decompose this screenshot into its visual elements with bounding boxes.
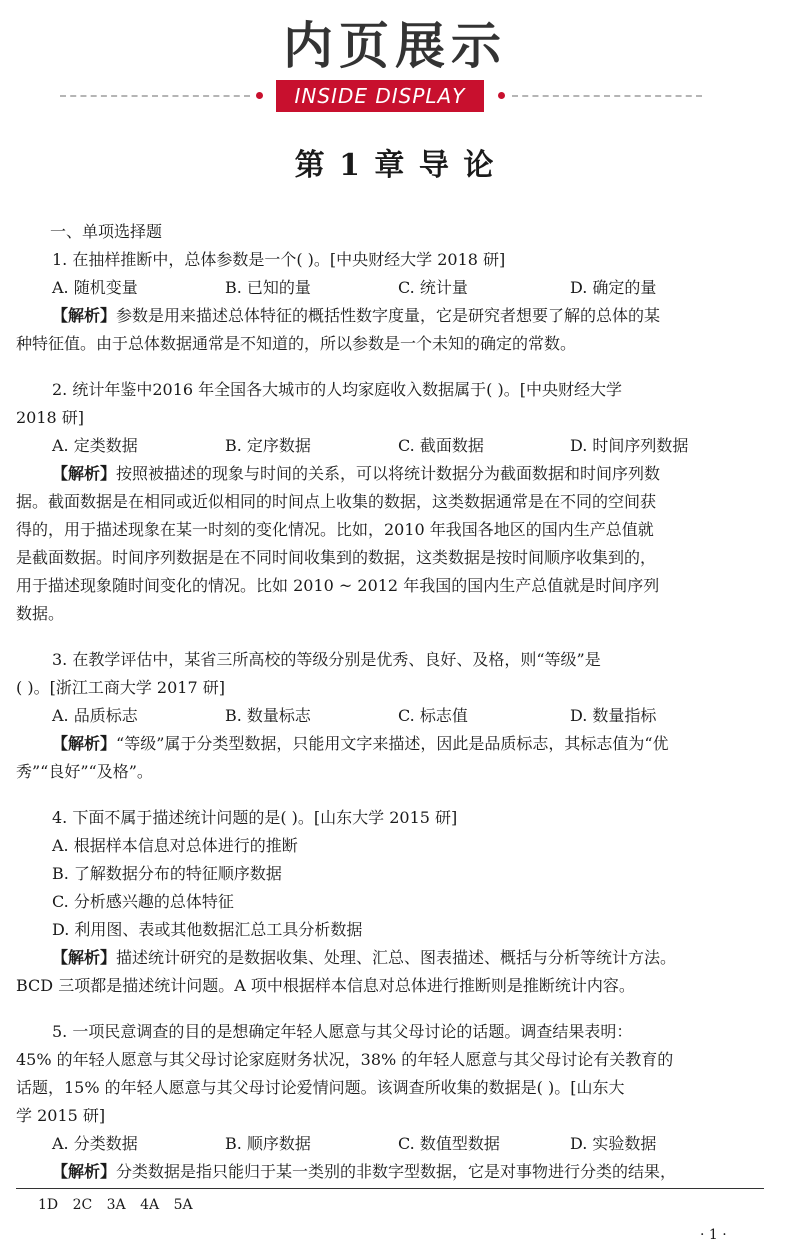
option-c: C. 分析感兴趣的总体特征: [52, 892, 234, 911]
banner-subtitle: INSIDE DISPLAY: [276, 80, 484, 112]
question-1: [16, 246, 764, 358]
option-a: A. 分类数据: [52, 1134, 138, 1153]
footer-divider: [16, 1188, 764, 1189]
option-c: C. 截面数据: [398, 436, 484, 455]
analysis-line: 【解析】参数是用来描述总体特征的概括性数字度量，它是研究者想要了解的总体的某: [52, 306, 661, 325]
question-stem: 1. 在抽样推断中，总体参数是一个( )。[中央财经大学 2018 研]: [52, 250, 506, 269]
section-heading: 一、单项选择题: [50, 222, 163, 241]
analysis-line: 【解析】按照被描述的现象与时间的关系，可以将统计数据分为截面数据和时间序列数: [52, 464, 661, 483]
dashed-divider-right: [512, 95, 702, 97]
option-row: [16, 1130, 764, 1158]
analysis-line: 种特征值。由于总体数据通常是不知道的，所以参数是一个未知的确定的常数。: [16, 334, 577, 353]
document-body: [16, 218, 764, 1186]
option-d: D. 数量指标: [570, 706, 657, 725]
analysis-line: 数据。: [16, 604, 65, 623]
analysis-line: 【解析】描述统计研究的是数据收集、处理、汇总、图表描述、概括与分析等统计方法。: [52, 948, 677, 967]
dashed-divider-left: [60, 95, 250, 97]
option-row: [16, 274, 764, 302]
question-stem: 2. 统计年鉴中2016 年全国各大城市的人均家庭收入数据属于( )。[中央财经大学: [52, 380, 622, 399]
option-d: D. 实验数据: [570, 1134, 657, 1153]
question-stem: 2018 研]: [16, 408, 85, 427]
red-dot-right: [498, 92, 505, 99]
page-number: · 1 ·: [700, 1227, 727, 1243]
option-c: C. 标志值: [398, 706, 468, 725]
option-d: D. 确定的量: [570, 278, 657, 297]
option-c: C. 统计量: [398, 278, 468, 297]
option-a: A. 随机变量: [52, 278, 138, 297]
option-b: B. 数量标志: [225, 706, 311, 725]
question-stem: 5. 一项民意调查的目的是想确定年轻人愿意与其父母讨论的话题。调查结果表明：: [52, 1022, 633, 1041]
question-2: [16, 376, 764, 628]
option-d: D. 利用图、表或其他数据汇总工具分析数据: [52, 920, 363, 939]
option-row: [16, 432, 764, 460]
option-a: A. 定类数据: [52, 436, 138, 455]
option-a: A. 根据样本信息对总体进行的推断: [52, 836, 298, 855]
question-4: [16, 804, 764, 1000]
chapter-title: 第 1 章 导 论: [294, 148, 496, 183]
analysis-line: 秀”“良好”“及格”。: [16, 762, 153, 781]
analysis-line: BCD 三项都是描述统计问题。A 项中根据样本信息对总体进行推断则是推断统计内容。: [16, 976, 635, 995]
option-a: A. 品质标志: [52, 706, 138, 725]
option-b: B. 了解数据分布的特征顺序数据: [52, 864, 282, 883]
question-stem: ( )。[浙江工商大学 2017 研]: [16, 678, 225, 697]
question-stem: 学 2015 研]: [16, 1106, 106, 1125]
analysis-line: 【解析】分类数据是指只能归于某一类别的非数字型数据，它是对事物进行分类的结果，: [52, 1162, 677, 1181]
question-stem: 4. 下面不属于描述统计问题的是( )。[山东大学 2015 研]: [52, 808, 458, 827]
page-banner-title: 内页展示: [283, 17, 507, 75]
question-5: [16, 1018, 764, 1186]
analysis-line: 【解析】“等级”属于分类型数据，只能用文字来描述，因此是品质标志，其标志值为“优: [52, 734, 669, 753]
analysis-line: 是截面数据。时间序列数据是在不同时间收集到的数据，这类数据是按时间顺序收集到的，: [16, 548, 657, 567]
option-c: C. 数值型数据: [398, 1134, 500, 1153]
answer-key: 1D 2C 3A 4A 5A: [38, 1197, 193, 1213]
option-d: D. 时间序列数据: [570, 436, 689, 455]
option-b: B. 顺序数据: [225, 1134, 311, 1153]
question-3: [16, 646, 764, 786]
question-stem: 3. 在教学评估中，某省三所高校的等级分别是优秀、良好、及格，则“等级”是: [52, 650, 601, 669]
option-row: [16, 702, 764, 730]
option-b: B. 已知的量: [225, 278, 311, 297]
analysis-line: 据。截面数据是在相同或近似相同的时间点上收集的数据，这类数据通常是在不同的空间获: [16, 492, 657, 511]
question-stem: 45% 的年轻人愿意与其父母讨论家庭财务状况，38% 的年轻人愿意与其父母讨论有关教育的: [16, 1050, 674, 1069]
red-dot-left: [256, 92, 263, 99]
question-stem: 话题，15% 的年轻人愿意与其父母讨论爱情问题。该调查所收集的数据是( )。[山东大: [16, 1078, 625, 1097]
analysis-line: 得的，用于描述现象在某一时刻的变化情况。比如，2010 年我国各地区的国内生产总值就: [16, 520, 654, 539]
option-b: B. 定序数据: [225, 436, 311, 455]
banner-subtitle-row: [60, 80, 730, 112]
analysis-line: 用于描述现象随时间变化的情况。比如 2010 ~ 2012 年我国的国内生产总值就是时间序列: [16, 576, 660, 595]
